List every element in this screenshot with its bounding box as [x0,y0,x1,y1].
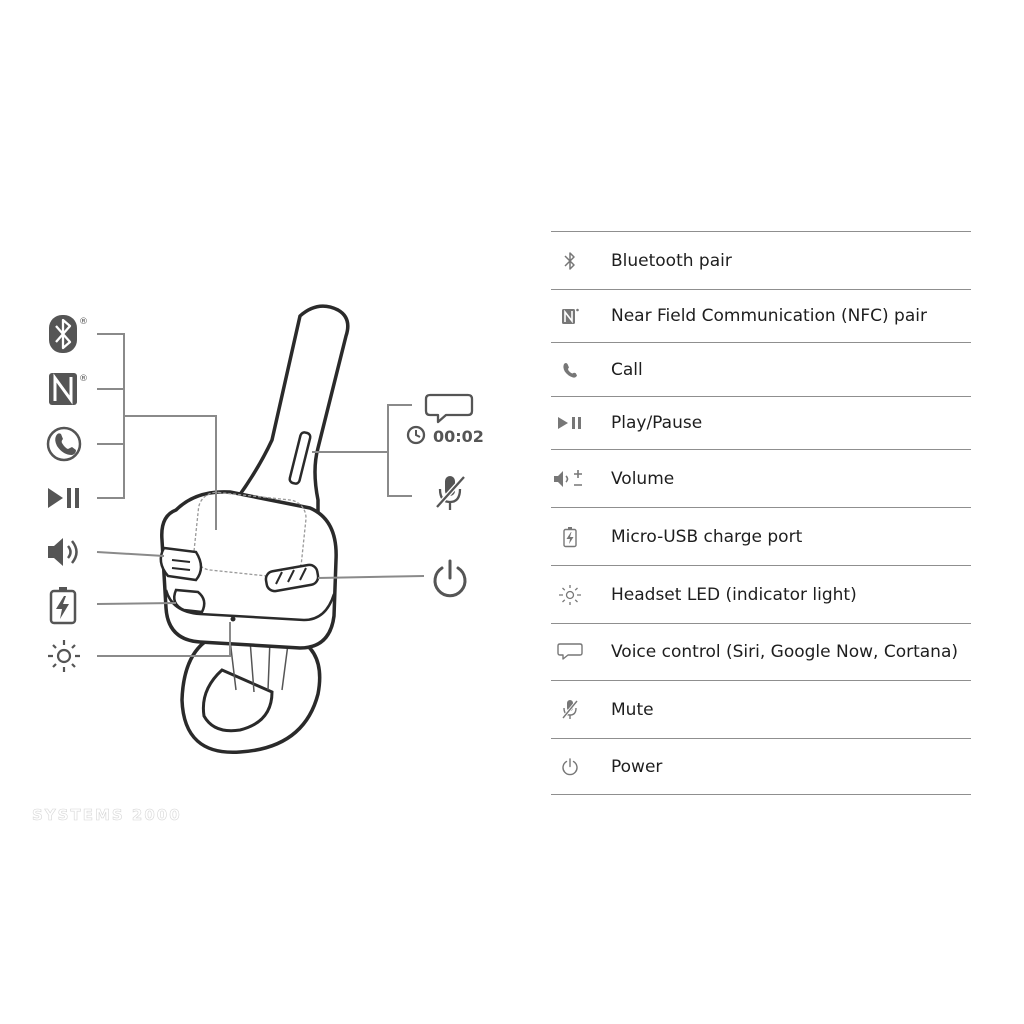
clock-icon [408,427,424,443]
led-light-icon [551,566,589,623]
legend-label: Headset LED (indicator light) [611,584,857,605]
legend-row-nfc [551,290,971,343]
legend-label: Mute [611,699,654,720]
play-pause-icon [48,488,79,508]
legend-label: Call [611,359,643,380]
nfc-icon [49,373,88,405]
call-icon [551,343,589,396]
watermark: SYSTEMS 2000 [32,806,182,824]
bluetooth-icon [49,315,88,353]
volume-icon [551,450,589,507]
registered-mark: ® [79,374,88,384]
legend-row-bluetooth [551,232,971,290]
legend-label: Volume [611,468,675,489]
call-icon [48,428,80,460]
play-pause-icon [551,397,589,449]
legend-table [551,231,971,795]
legend-label: Micro-USB charge port [611,526,803,547]
registered-mark: ® [79,317,88,327]
headset-boom [236,306,348,518]
legend-label: Voice control (Siri, Google Now, Cortana) [611,642,958,662]
mute-mic-icon [551,681,589,738]
legend-row-mute [551,681,971,739]
power-icon [435,561,465,596]
bluetooth-icon [551,232,589,289]
legend-row-led [551,566,971,624]
timer-text: 00:02 [433,427,484,446]
speech-bubble-icon [551,624,589,680]
legend-label: Bluetooth pair [611,250,732,271]
legend-label: Play/Pause [611,413,703,433]
legend-row-voice-control [551,624,971,681]
volume-icon [48,538,77,566]
headset-diagram [0,0,540,904]
battery-charge-icon [551,508,589,565]
legend-row-charge-port [551,508,971,566]
speech-bubble-icon [426,395,472,422]
legend-row-volume [551,450,971,508]
mute-mic-icon [437,476,464,510]
battery-charge-icon [51,587,75,623]
legend-label: Power [611,756,663,777]
led-dot [231,617,236,622]
led-light-icon [48,640,80,672]
nfc-icon [551,290,589,342]
power-icon [551,739,589,794]
ear-hook [182,632,320,752]
legend-row-power [551,739,971,795]
legend-label: Near Field Communication (NFC) pair [611,306,927,326]
headset-body [161,491,336,648]
legend-row-play-pause [551,397,971,450]
legend-row-call [551,343,971,397]
